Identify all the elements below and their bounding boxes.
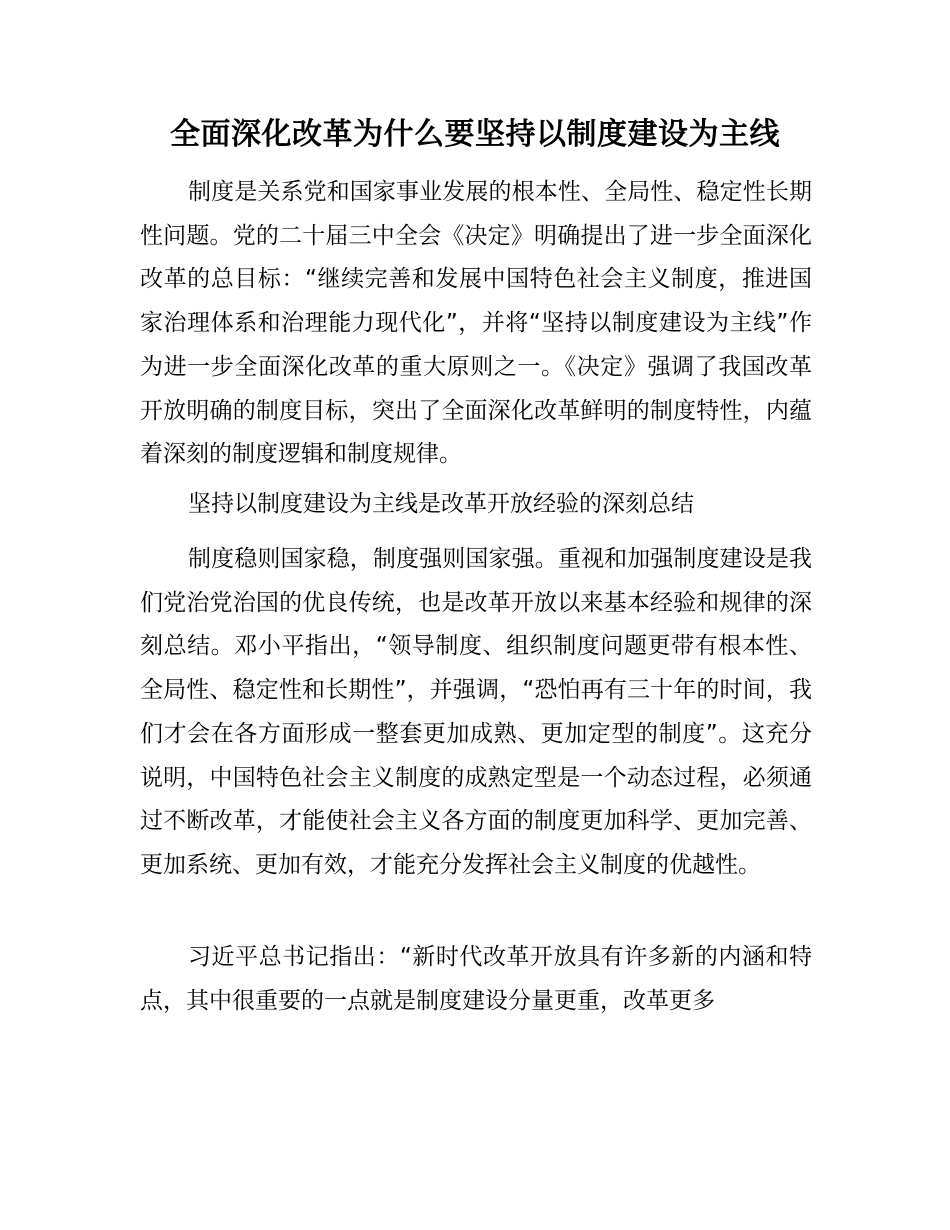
section-heading: 坚持以制度建设为主线是改革开放经验的深刻总结 xyxy=(188,491,694,517)
paragraph-intro: 制度是关系党和国家事业发展的根本性、全局性、稳定性长期性问题。党的二十届三中全会《决定》明确提出了进一步全面深化改革的总目标：“继续完善和发展中国特色社会主义制度，推进国家治理体系和治理能力现代化”，并将“坚持以制度建设为主线”作为进一步全面深化改革的重大原则之一。《决定》强调了我国改革开放明确的制度目标，突出了全面深化改革鲜明的制度特性，内蕴着深刻的制度逻辑和制度规律。 xyxy=(140,179,812,468)
paragraph-quote: 习近平总书记指出：“新时代改革开放具有许多新的内涵和特点，其中很重要的一点就是制度建设分量更重，改革更多 xyxy=(140,944,812,1014)
paragraph-body: 制度稳则国家稳，制度强则国家强。重视和加强制度建设是我们党治党治国的优良传统，也是改革开放以来基本经验和规律的深刻总结。邓小平指出，“领导制度、组织制度问题更带有根本性、全局性、稳定性和长期性”，并强调，“恐怕再有三十年的时间，我们才会在各方面形成一整套更加成熟、更加定型的制度”。这充分说明，中国特色社会主义制度的成熟定型是一个动态过程，必须通过不断改革，才能使社会主义各方面的制度更加科学、更加完善、更加系统、更加有效，才能充分发挥社会主义制度的优越性。 xyxy=(140,546,812,878)
document-title: 全面深化改革为什么要坚持以制度建设为主线 xyxy=(170,117,780,152)
